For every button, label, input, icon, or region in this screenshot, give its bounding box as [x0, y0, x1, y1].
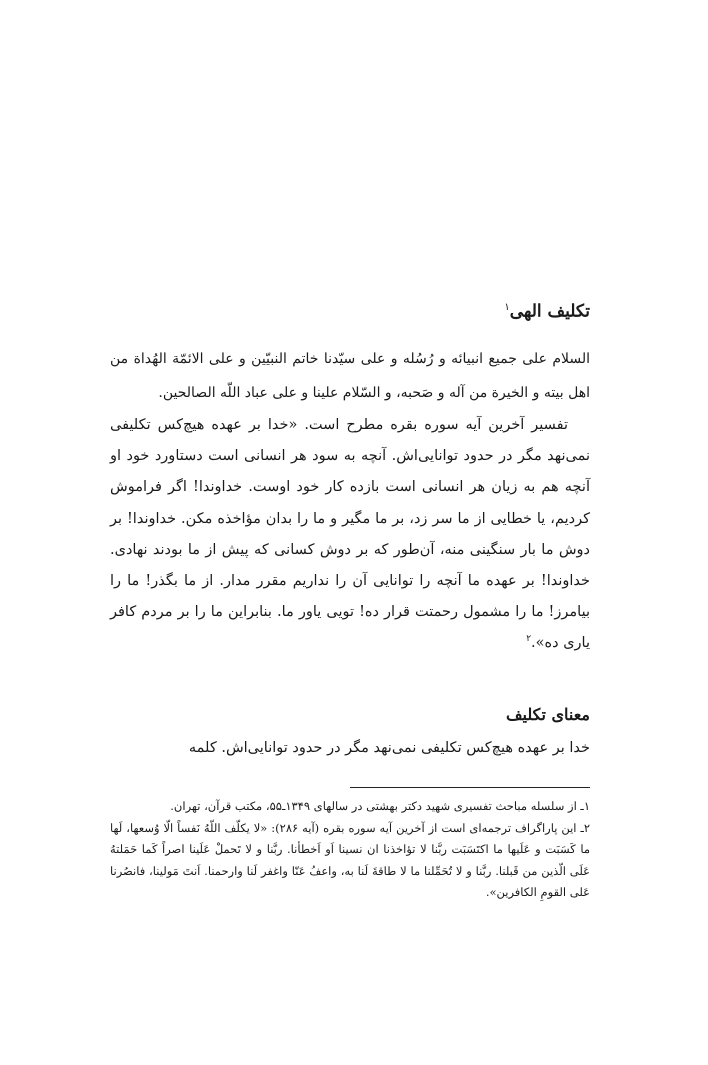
- footnote-1: ۱ـ از سلسله مباحث تفسیری شهید دکتر بهشتی در سالهای ۱۳۴۹ـ۵۵، مکتب قرآن، تهران.: [170, 799, 590, 813]
- footnote-marker: ۱: [504, 302, 510, 313]
- title-text: تکلیف الهی: [509, 301, 590, 322]
- section-text: خدا بر عهده هیچ‌کس تکلیفی نمی‌نهد مگر در حدود توانایی‌اش. کلمه: [188, 740, 590, 756]
- footnote-divider: [350, 787, 590, 788]
- section-paragraph: [110, 733, 590, 764]
- tafsir-paragraph: [110, 410, 590, 660]
- tafsir-text: تفسیر آخرین آیه سوره بقره مطرح است. «خدا بر عهده هیچ‌کس تکلیفی نمی‌نهد مگر در حدود توانایی‌اش. آنچه به سود هر انسانی است دستاورد خود او آنچه هم به زیان هر انسانی است بازده کار خود اوست. خداوندا! اگر فراموش کردیم، یا خطایی از ما سر زد، بر ما مگیر و ما را بدان مؤاخذه مکن. خداوندا! بر دوش ما بار سنگینی منه، آن‌طور که بر دوش کسانی که پیش از ما بودند نهادی. خداوندا! بر عهده ما آنچه را توانایی آن را نداریم مقرر مدار. از ما بگذر! ما را بیامرز! ما را مشمول رحمتت قرار ده! تویی یاور ما. بنابراین ما را بر مردم کافر یاری ده».: [110, 417, 590, 652]
- section-heading: معنای تکلیف: [505, 705, 590, 724]
- footnote-marker: ۲: [526, 634, 532, 645]
- main-paragraph: [110, 410, 590, 660]
- footnote-2: ۲ـ این پاراگراف ترجمه‌ای است از آخرین آیه سوره بقره (آیه ۲۸۶): «لا یکلّف اللّهُ نَفساً الّا وُسعها، لَها ما کَسَبَت و عَلَیها ما اکتَسَبَت ربَّنا لا تؤاخذنا ان نسینا اَو اَخطأنا. ربَّنا و لا تَحملْ عَلَینا اصراً کَما حَمَلتهُ عَلَی الّذین من قَبلنا. ربَّنا و لا تُحَمِّلنا ما لا طاقةَ لَنا به، واعفُ عَنّا واغفر لَنا وارحمنا. اَنتَ مَولینا، فانصُرنا عَلی القومِ الکافرین».: [110, 820, 590, 899]
- opening-paragraph: السلام علی جمیع انبیائه و رُسُله و علی سیّدنا خاتم النبیّین و علی الائمّة الهُداة من اهل بیته و الخیرة من آله و صَحبه، و السّلام علینا و علی عباد اللّه الصالحین.: [110, 351, 590, 401]
- page-title: [110, 293, 590, 327]
- opening-salutation: [110, 342, 590, 410]
- footnotes: [110, 796, 590, 904]
